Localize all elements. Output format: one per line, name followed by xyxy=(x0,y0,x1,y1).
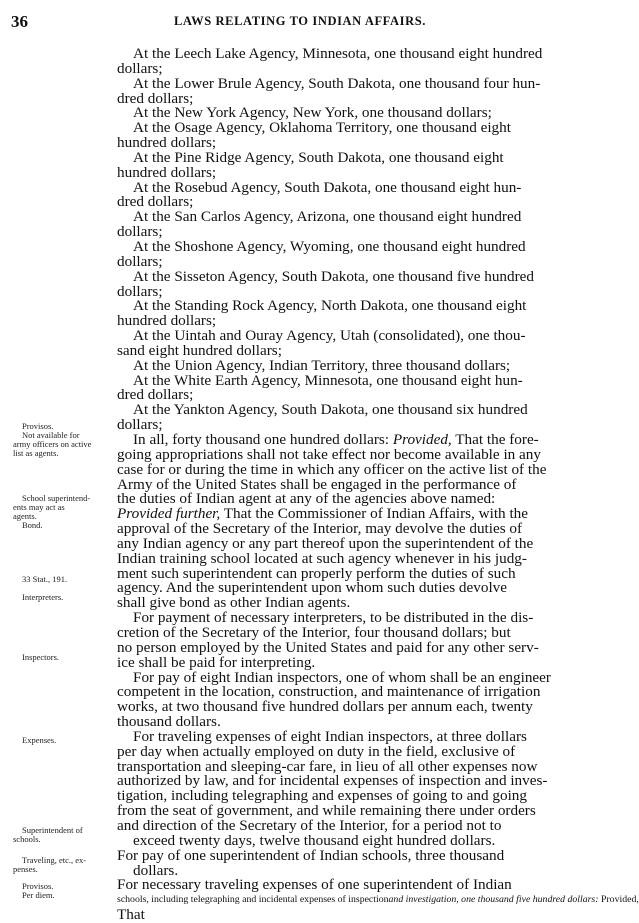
text-line: At the Standing Rock Agency, North Dakota, one thousand eight xyxy=(133,297,527,315)
text-line: authorized by law, and for incidental expenses of inspection and inves- xyxy=(117,772,548,790)
text-line: dollars; xyxy=(117,416,163,434)
text-line: dollars; xyxy=(117,59,163,77)
margin-note: Expenses. xyxy=(22,735,57,745)
margin-note: Superintendent of xyxy=(22,825,83,835)
text-line: At the Union Agency, Indian Territory, three thousand dollars; xyxy=(133,356,511,374)
margin-note: penses. xyxy=(13,864,38,874)
margin-note: Bond. xyxy=(22,520,43,530)
text-line: transportation and sleeping-car fare, in lieu of all other expenses now xyxy=(117,757,538,775)
text-line: dollars; xyxy=(117,223,163,241)
text-line: At the Osage Agency, Oklahoma Territory, one thousand eight xyxy=(133,119,511,137)
text-line: At the Lower Brule Agency, South Dakota, one thousand four hun- xyxy=(133,74,541,92)
text-line: For traveling expenses of eight Indian inspectors, at three dollars xyxy=(133,727,527,745)
text-run: In all, forty thousand one hundred dollars: xyxy=(133,431,393,448)
text-run: That the fore- xyxy=(451,431,539,448)
text-line: sand eight hundred dollars; xyxy=(117,341,282,359)
text-line: At the Pine Ridge Agency, South Dakota, one thousand eight xyxy=(133,148,504,166)
text-line: dollars. xyxy=(133,861,179,879)
text-line: competent in the location, construction, and maintenance of irrigation xyxy=(117,683,541,701)
text-line: shall give bond as other Indian agents. xyxy=(117,594,351,612)
margin-note: agents. xyxy=(13,511,37,521)
margin-note: Traveling, etc., ex- xyxy=(22,855,87,865)
text-line: dred dollars; xyxy=(117,386,194,404)
margin-note: ents may act as xyxy=(13,502,65,512)
text-line: case for or during the time in which any officer on the active list of the xyxy=(117,460,547,478)
text-line: approval of the Secretary of the Interior, may devolve the duties of xyxy=(117,520,523,537)
page-header xyxy=(0,12,600,32)
proviso-word: Provided, xyxy=(392,431,452,448)
margin-note: Provisos. xyxy=(22,421,54,431)
margin-note: Interpreters. xyxy=(22,592,64,602)
text-line: thousand dollars. xyxy=(117,713,221,730)
proviso-word: Provided further, xyxy=(117,505,221,523)
text-line: works, at two thousand five hundred dollars per annum each, twenty xyxy=(117,698,533,716)
text-line: and direction of the Secretary of the Interior, for a period not to xyxy=(117,816,502,834)
text-line: dred dollars; xyxy=(117,193,194,211)
text-line: cretion of the Secretary of the Interior, four thousand dollars; but xyxy=(117,623,511,641)
margin-note: Inspectors. xyxy=(22,652,60,662)
text-line: Indian training school located at such agency whenever in his judg- xyxy=(117,549,527,567)
text-line: For pay of one superintendent of Indian schools, three thousand xyxy=(117,846,505,864)
margin-note: 33 Stat., 191. xyxy=(22,574,68,584)
text-line: exceed twenty days, twelve thousand eight hundred dollars. xyxy=(133,831,496,849)
margin-note: list as agents. xyxy=(13,448,59,458)
text-line: no person employed by the United States and paid for any other serv- xyxy=(117,638,539,656)
margin-note: schools. xyxy=(13,834,41,844)
text-line: At the New York Agency, New York, one thousand dollars; xyxy=(133,104,492,122)
margin-note: Not available for xyxy=(22,430,80,440)
proviso-word: and investigation, one thousand five hundred dollars: xyxy=(388,894,601,906)
margin-note: Provisos. xyxy=(22,881,54,891)
text-line: ment such superintendent can properly perform the duties of such xyxy=(117,564,516,582)
text-line: At the Rosebud Agency, South Dakota, one thousand eight hun- xyxy=(133,178,522,196)
text-run: That the Commissioner of Indian Affairs, with the xyxy=(220,505,529,523)
text-line: dred dollars; xyxy=(117,89,194,107)
margin-note: School superintend- xyxy=(22,493,91,503)
margin-note: army officers on active xyxy=(13,439,92,449)
text-line: At the Uintah and Ouray Agency, Utah (consolidated), one thou- xyxy=(133,327,526,345)
text-line: from the seat of government, and while remaining there under orders xyxy=(117,802,536,820)
text-run: schools, including telegraphing and incidental expenses of inspection xyxy=(117,894,389,906)
text-line: At the White Earth Agency, Minnesota, one thousand eight hun- xyxy=(133,371,523,389)
text-line xyxy=(117,893,639,908)
text-line: At the Shoshone Agency, Wyoming, one thousand eight hundred xyxy=(133,238,526,255)
text-line: For necessary traveling expenses of one superintendent of Indian xyxy=(117,876,512,894)
running-title: LAWS RELATING TO INDIAN AFFAIRS. xyxy=(173,14,426,28)
text-line: dollars; xyxy=(117,252,163,270)
text-line: agency. And the superintendent upon whom such duties devolve xyxy=(117,579,508,597)
text-line: per day when actually employed on duty in the field, exclusive of xyxy=(117,742,516,760)
text-line: For payment of necessary interpreters, to be distributed in the dis- xyxy=(133,609,534,627)
text-line: At the Yankton Agency, South Dakota, one thousand six hundred xyxy=(133,401,528,419)
text-line: At the Leech Lake Agency, Minnesota, one thousand eight hundred xyxy=(133,45,543,62)
text-line: dollars; xyxy=(117,282,163,300)
text-run: Provided, xyxy=(600,894,639,906)
text-line: For pay of eight Indian inspectors, one of whom shall be an engineer xyxy=(133,668,551,686)
text-line: any Indian agency or any part thereof upon the superintendent of the xyxy=(117,534,534,552)
text-line: That xyxy=(117,906,145,923)
text-line: tigation, including telegraphing and expenses of going to and going xyxy=(117,787,527,805)
text-line: going appropriations shall not take effect nor become available in any xyxy=(117,445,541,463)
page-number: 36 xyxy=(11,12,28,31)
text-line: hundred dollars; xyxy=(117,312,217,330)
margin-note: Per diem. xyxy=(22,890,55,900)
text-line: At the San Carlos Agency, Arizona, one thousand eight hundred xyxy=(133,208,522,226)
text-line: hundred dollars; xyxy=(117,134,217,152)
text-line: ice shall be paid for interpreting. xyxy=(117,653,316,671)
text-line: the duties of Indian agent at any of the agencies above named: xyxy=(117,490,496,508)
text-line: hundred dollars; xyxy=(117,163,217,181)
text-line: Army of the United States shall be engaged in the performance of xyxy=(117,475,517,493)
text-line: At the Sisseton Agency, South Dakota, one thousand five hundred xyxy=(133,267,534,285)
